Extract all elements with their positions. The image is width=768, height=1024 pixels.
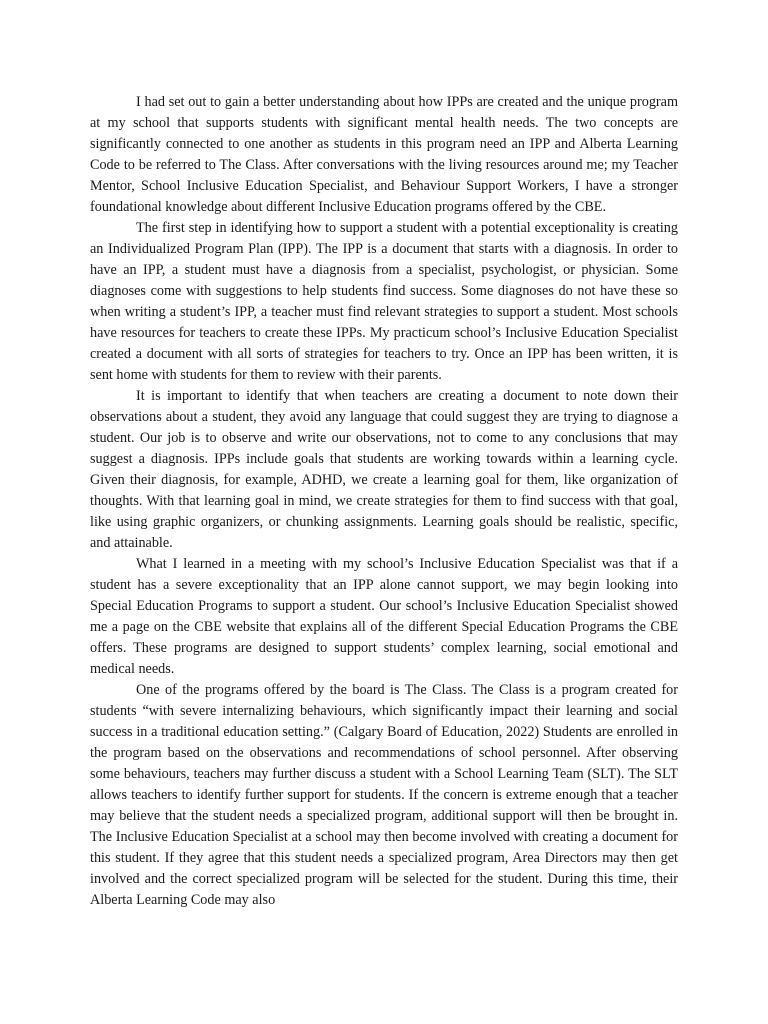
document-page [90, 92, 678, 911]
paragraph-4: What I learned in a meeting with my school’s Inclusive Education Specialist was that if a student has a severe exceptionality that an IPP alone cannot support, we may begin looking into Special Education Programs to support a student. Our school’s Inclusive Education Specialist showed me a page on the CBE website that explains all of the different Special Education Programs the CBE offers. These programs are designed to support students’ complex learning, social emotional and medical needs. [90, 556, 678, 677]
paragraph-1: I had set out to gain a better understanding about how IPPs are created and the unique program at my school that supports students with significant mental health needs. The two concepts are significantly connected to one another as students in this program need an IPP and Alberta Learning Code to be referred to The Class. After conversations with the living resources around me; my Teacher Mentor, School Inclusive Education Specialist, and Behaviour Support Workers, I have a stronger foundational knowledge about different Inclusive Education programs offered by the CBE. [90, 94, 678, 215]
paragraph-2: The first step in identifying how to support a student with a potential exceptionality is creating an Individualized Program Plan (IPP). The IPP is a document that starts with a diagnosis. In order to have an IPP, a student must have a diagnosis from a specialist, psychologist, or physician. Some diagnoses come with suggestions to help students find success. Some diagnoses do not have these so when writing a student’s IPP, a teacher must find relevant strategies to support a student. Most schools have resources for teachers to create these IPPs. My practicum school’s Inclusive Education Specialist created a document with all sorts of strategies for teachers to try. Once an IPP has been written, it is sent home with students for them to review with their parents. [90, 220, 678, 383]
paragraph-3: It is important to identify that when teachers are creating a document to note down their observations about a student, they avoid any language that could suggest they are trying to diagnose a student. Our job is to observe and write our observations, not to come to any conclusions that may suggest a diagnosis. IPPs include goals that students are working towards within a learning cycle. Given their diagnosis, for example, ADHD, we create a learning goal for them, like organization of thoughts. With that learning goal in mind, we create strategies for them to find success with that goal, like using graphic organizers, or chunking assignments. Learning goals should be realistic, specific, and attainable. [90, 388, 678, 551]
paragraph-5: One of the programs offered by the board is The Class. The Class is a program created for students “with severe internalizing behaviours, which significantly impact their learning and social success in a traditional education setting.” (Calgary Board of Education, 2022) Students are enrolled in the program based on the observations and recommendations of school personnel. After observing some behaviours, teachers may further discuss a student with a School Learning Team (SLT). The SLT allows teachers to identify further support for students. If the concern is extreme enough that a teacher may believe that the student needs a specialized program, additional support will then be brought in. The Inclusive Education Specialist at a school may then become involved with creating a document for this student. If they agree that this student needs a specialized program, Area Directors may then get involved and the correct specialized program will be selected for the student. During this time, their Alberta Learning Code may also [90, 682, 678, 908]
